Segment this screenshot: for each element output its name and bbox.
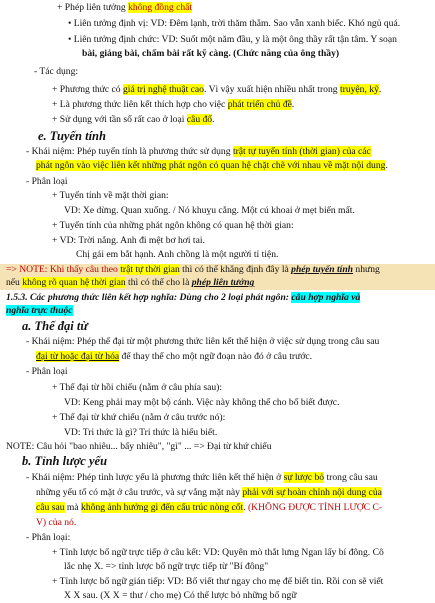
text-line: VD: Tri thức là gì? Tri thức là hiểu biết.: [64, 427, 218, 438]
text-line: - Khái niệm: Phép thế đại từ một phương thức liên kết thể hiện ở việc sử dụng trong câu sau: [26, 336, 380, 347]
subsection-heading: 1.5.3. Các phương thức liên kết hợp nghĩa: Dùng cho 2 loại phát ngôn: câu hợp nghĩa và: [6, 292, 361, 303]
text-line: lắc nhẹ X. => tỉnh lược bổ ngữ trực tiếp từ "Bí đông": [64, 561, 269, 572]
text-line: - Phân loại: [26, 176, 68, 187]
text-line: + Thế đại từ hồi chiếu (nằm ở câu phía sau):: [52, 382, 223, 393]
text-line: Chị gái em bắt hạnh. Anh chồng là một người tỉ tiện.: [76, 249, 279, 260]
text-line: bài, giảng bài, chấm bài rất kỹ càng. (Chức năng của ông thầy): [82, 48, 340, 59]
text-line: - Tác dụng:: [34, 66, 79, 77]
text-line: + Thế đại từ khứ chiếu (nằm ở câu trước nó):: [52, 412, 226, 423]
text-line: - Phân loại:: [26, 532, 71, 543]
note-line: NOTE: Câu hỏi "bao nhiêu... bấy nhiêu", "gì" ... => Đại từ khứ chiếu: [6, 441, 272, 452]
text-line: VD: Keng phải may một bộ cánh. Việc này không thể cho bố biết được.: [64, 397, 340, 408]
text-line: + Phép liên tưởng không đồng chất: [57, 2, 193, 13]
text-line: VD: Xe dừng. Quan xuống. / Nó khuỵu cẳng. Một cú khoai ở mẹt biến mất.: [64, 205, 355, 216]
text-line: + Sử dụng với tần số rất cao ở loại câu đố.: [52, 114, 215, 125]
text-line: phát ngôn vào việc liên kết những phát ngôn có quan hệ chặt chẽ với nhau về mặt nội dung.: [36, 160, 388, 171]
text-line: - Khái niệm: Phép tuyến tính là phương thức sử dụng trật tự tuyến tính (thời gian) của các: [26, 146, 371, 157]
text-line: + Là phương thức liên kết thích hợp cho việc phát triển chủ đề.: [52, 99, 295, 110]
text-line: • Liên tưởng định chức: VD: Suốt một năm đầu, y là một ông thầy rất tận tâm. Y soạn: [68, 34, 397, 45]
text-line: những yếu tố có mặt ở câu trước, và sự vắng mặt này phải với sự hoàn chỉnh nội dung của: [36, 487, 382, 498]
section-heading: e. Tuyến tính: [38, 130, 106, 143]
text-line: đại từ hoặc đại từ hóa để thay thế cho một ngữ đoạn nào đó ở câu trước.: [36, 351, 313, 362]
section-heading: a. Thế đại từ: [22, 320, 88, 333]
note-line: nếu không rõ quan hệ thời gian thì có thể cho là phép liên tưởng: [0, 277, 435, 290]
text-line: - Khái niệm: Phép tỉnh lược yếu là phương thức liên kết thể hiện ở sự lược bỏ trong câu sau: [26, 472, 378, 483]
note-line: => NOTE: Khi thấy câu theo trật tự thời gian thì có thể khẳng định đây là phép tuyến tính nhưng: [0, 264, 435, 277]
text-line: + VD: Trời nắng. Anh đi mệt bơ hơi tai.: [52, 235, 205, 246]
section-heading: b. Tỉnh lược yếu: [22, 455, 108, 468]
text-line: - Phân loại: [26, 366, 68, 377]
text-line: + Tỉnh lược bổ ngữ gián tiếp: VD: Bố viết thư ngay cho mẹ để biết tin. Rồi con sẽ viết: [52, 576, 384, 587]
text-line: X X sau. (X X = thư / cho mẹ) Có thể lược bỏ những bổ ngữ: [64, 590, 297, 601]
text-line: + Tuyến tính về mặt thời gian:: [52, 190, 169, 201]
subsection-heading: nghĩa trực thuộc: [6, 305, 73, 316]
text-line: + Tỉnh lược bổ ngữ trực tiếp ở câu kết: VD: Quyên mò thắt lưng Ngan lấy bí đông. Cô: [52, 547, 384, 558]
text-line: + Tuyến tính của những phát ngôn không có quan hệ thời gian:: [52, 220, 294, 231]
text-line: + Phương thức có giá trị nghệ thuật cao. Vì vậy xuất hiện nhiều nhất trong truyện, kỹ.: [52, 84, 382, 95]
text-line: câu sau mà không ảnh hưởng gì đến cấu trúc nòng cốt. (KHÔNG ĐƯỢC TỈNH LƯỢC C-: [36, 502, 383, 513]
text-line: • Liên tưởng định vị: VD: Đêm lạnh, trời thăm thẳm. Sao vẫn xanh biếc. Khó ngủ quá.: [68, 18, 401, 29]
text-line: V) của nó.: [36, 517, 77, 528]
